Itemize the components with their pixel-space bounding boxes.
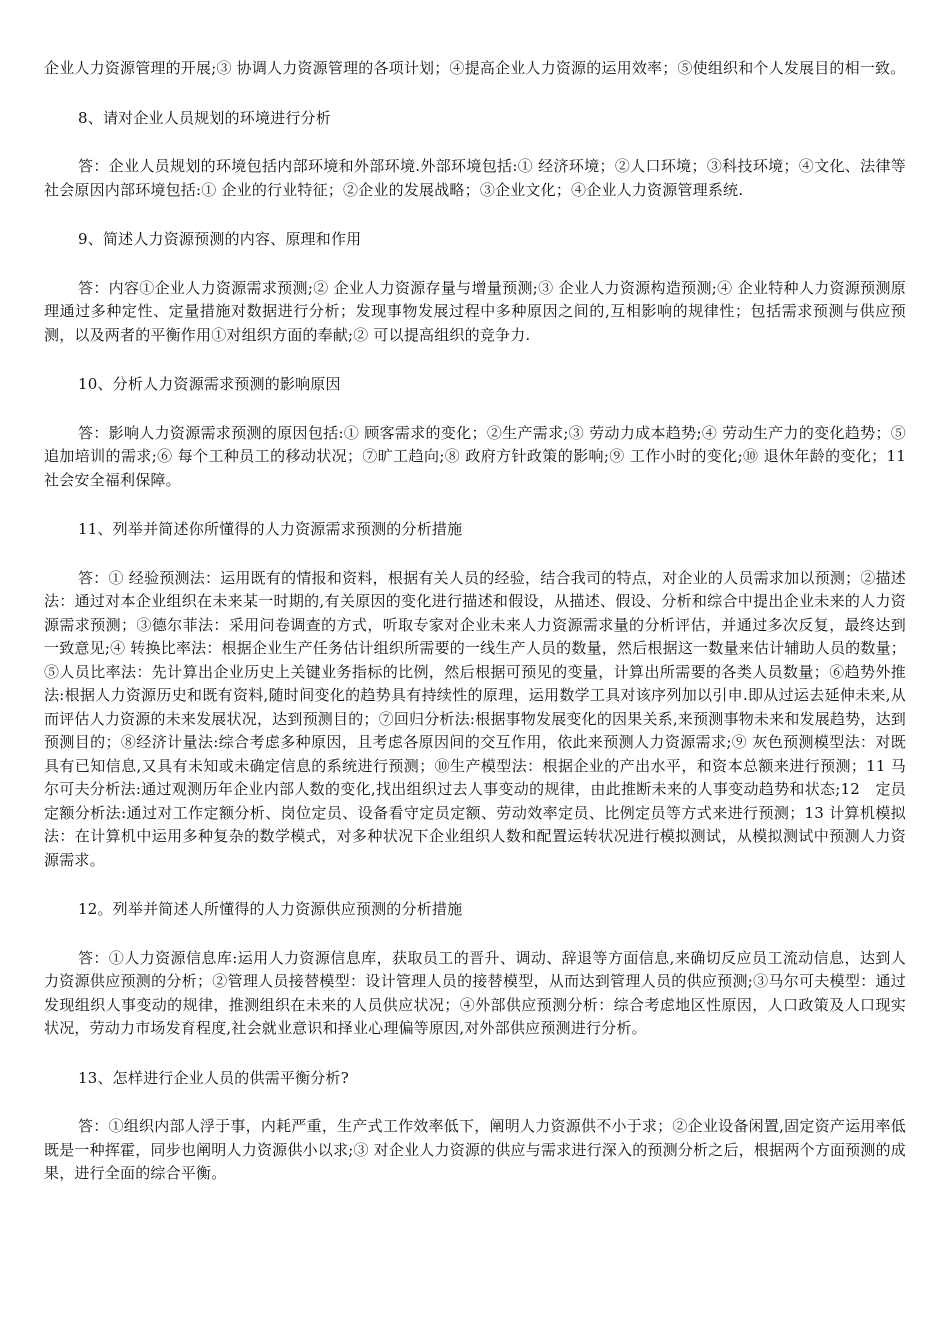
answer-9: 答：内容①企业人力资源需求预测;② 企业人力资源存量与增量预测;③ 企业人力资源构造预测;④ 企业特种人力资源预测原理通过多种定性、定量措施对数据进行分析；发现事物发展过程中多种原因之间的,互相影响的规律性；包括需求预测与供应预测，以及两者的平衡作用①对组织方面的奉献;② 可以提高组织的竞争力. xyxy=(44,278,906,344)
question-12: 12。列举并简述人所懂得的人力资源供应预测的分析措施 xyxy=(78,900,463,918)
question-10: 10、分析人力资源需求预测的影响原因 xyxy=(78,375,341,393)
answer-11: 答：① 经验预测法：运用既有的情报和资料，根据有关人员的经验，结合我司的特点，对企业的人员需求加以预测；②描述法：通过对本企业组织在未来某一时期的,有关原因的变化进行描述和假设，从描述、假设、分析和综合中提出企业未来的人力资源需求预测；③德尔菲法：采用问卷调查的方式，听取专家对企业未来人力资源需求量的分析评估，并通过多次反复，最终达到一致意见;④ 转换比率法：根据企业生产任务估计组织所需要的一线生产人员的数量，然后根据这一数量来估计辅助人员的数量；⑤人员比率法：先计算出企业历史上关键业务指标的比例，然后根据可预见的变量，计算出所需要的各类人员数量；⑥趋势外推法:根据人力资源历史和既有资料,随时间变化的趋势具有持续性的原理，运用数学工具对该序列加以引申.即从过运去延伸未来,从而评估人力资源的未来发展状况，达到预测目的；⑦回归分析法:根据事物发展变化的因果关系,来预测事物未来和发展趋势，达到预测目的；⑧经济计量法:综合考虑多种原因，且考虑各原因间的交互作用，依此来预测人力资源需求;⑨ 灰色预测模型法：对既具有已知信息,又具有未知或未确定信息的系统进行预测；⑩生产模型法：根据企业的产出水平，和资本总额来进行预测；11 马尔可夫分析法:通过观测历年企业内部人数的变化,找出组织过去人事变动的规律，由此推断未来的人事变动趋势和状态;12 定员定额分析法:通过对工作定额分析、岗位定员、设备看守定员定额、劳动效率定员、比例定员等方式来进行预测；13 计算机模拟法：在计算机中运用多种复杂的数学模式，对多种状况下企业组织人数和配置运转状况进行模拟测试，从模拟测试中预测人力资源需求。 xyxy=(44,568,906,869)
answer-10: 答：影响人力资源需求预测的原因包括:① 顾客需求的变化；②生产需求;③ 劳动力成本趋势;④ 劳动生产力的变化趋势；⑤追加培训的需求;⑥ 每个工种员工的移动状况；⑦旷工趋向;⑧ 政府方针政策的影响;⑨ 工作小时的变化;⑩ 退休年龄的变化；11 社会安全福利保障。 xyxy=(44,423,906,489)
answer-12: 答：①人力资源信息库:运用人力资源信息库，获取员工的晋升、调动、辞退等方面信息,来确切反应员工流动信息，达到人力资源供应预测的分析；②管理人员接替模型：设计管理人员的接替模型，从而达到管理人员的供应预测;③马尔可夫模型：通过发现组织人事变动的规律，推测组织在未来的人员供应状况；④外部供应预测分析：综合考虑地区性原因，人口政策及人口现实状况，劳动力市场发育程度,社会就业意识和择业心理偏等原因,对外部供应预测进行分析。 xyxy=(44,948,906,1037)
continuation-paragraph: 企业人力资源管理的开展;③ 协调人力资源管理的各项计划；④提高企业人力资源的运用效率；⑤使组织和个人发展目的相一致。 xyxy=(44,59,906,77)
answer-13: 答：①组织内部人浮于事，内耗严重，生产式工作效率低下，阐明人力资源供不小于求；②企业设备闲置,固定资产运用率低既是一种挥霍，同步也阐明人力资源供小以求;③ 对企业人力资源的供应与需求进行深入的预测分析之后，根据两个方面预测的成果，进行全面的综合平衡。 xyxy=(44,1117,906,1182)
answer-8: 答：企业人员规划的环境包括内部环境和外部环境.外部环境包括:① 经济环境；②人口环境；③科技环境；④文化、法律等社会原因内部环境包括:① 企业的行业特征；②企业的发展战略；③企业文化；④企业人力资源管理系统. xyxy=(44,157,906,199)
question-11: 11、列举并简述你所懂得的人力资源需求预测的分析措施 xyxy=(78,520,463,538)
question-9: 9、简述人力资源预测的内容、原理和作用 xyxy=(78,230,362,248)
document-page xyxy=(44,57,906,1186)
question-8: 8、请对企业人员规划的环境进行分析 xyxy=(78,108,331,127)
question-13: 13、怎样进行企业人员的供需平衡分析? xyxy=(78,1068,349,1087)
